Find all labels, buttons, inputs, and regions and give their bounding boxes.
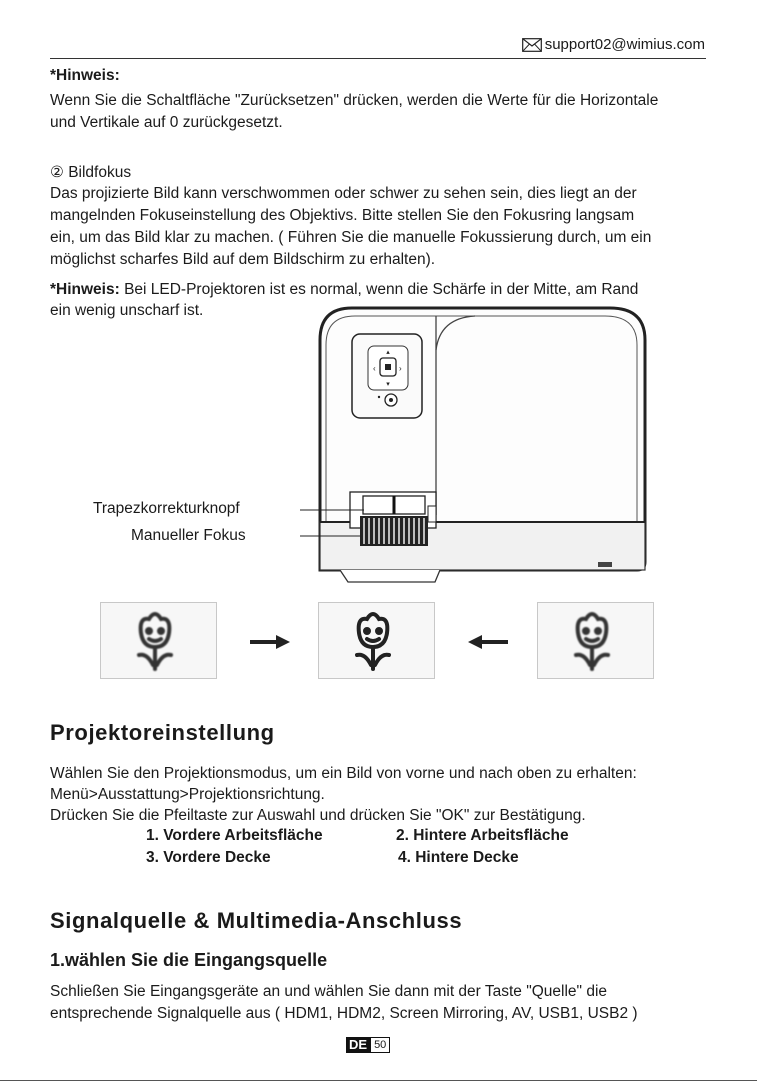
header-divider <box>50 58 706 59</box>
bildfokus-note-text: Bei LED-Projektoren ist es normal, wenn die Schärfe in der Mitte, am Rand <box>119 281 639 298</box>
projection-option-1: 1. Vordere Arbeitsfläche <box>146 827 323 844</box>
bottom-divider <box>0 1080 757 1081</box>
projection-option-3: 3. Vordere Decke <box>146 849 271 866</box>
projektor-line1: Wählen Sie den Projektionsmodus, um ein Bild von vorne und nach oben zu erhalten: <box>50 765 637 782</box>
projektor-line3: Drücken Sie die Pfeiltaste zur Auswahl und drücken Sie "OK" zur Bestätigung. <box>50 807 586 824</box>
projector-diagram <box>300 300 680 585</box>
tulip-icon <box>319 603 434 678</box>
signal-line2: entsprechende Signalquelle aus ( HDM1, HDM2, Screen Mirroring, AV, USB1, USB2 ) <box>50 1005 638 1022</box>
bildfokus-heading: ② Bildfokus <box>50 164 132 181</box>
page-footer <box>346 1037 390 1053</box>
projection-option-4: 4. Hintere Decke <box>398 849 519 866</box>
note1-line1: Wenn Sie die Schaltfläche "Zurücksetzen" drücken, werden die Werte für die Horizontale <box>50 92 659 109</box>
svg-text:▴: ▴ <box>386 349 390 356</box>
svg-text:‹: ‹ <box>373 364 376 373</box>
header-email <box>522 36 705 53</box>
subsection-title-eingangsquelle: 1.wählen Sie die Eingangsquelle <box>50 950 328 970</box>
svg-text:▾: ▾ <box>386 381 390 388</box>
arrow-left-icon <box>468 635 508 649</box>
page-number: 50 <box>370 1037 390 1053</box>
signal-line1: Schließen Sie Eingangsgeräte an und wählen Sie dann mit der Taste "Quelle" die <box>50 983 608 1000</box>
note1-line2: und Vertikale auf 0 zurückgesetzt. <box>50 114 283 131</box>
language-badge: DE <box>346 1037 370 1053</box>
bildfokus-note-label: *Hinweis: <box>50 281 120 298</box>
envelope-icon <box>522 38 542 52</box>
email-text: support02@wimius.com <box>544 36 705 53</box>
bildfokus-line-4: möglichst scharfes Bild auf dem Bildschirm zu erhalten). <box>50 251 436 268</box>
focus-image-blurry-left <box>100 602 217 679</box>
projection-option-2: 2. Hintere Arbeitsfläche <box>396 827 569 844</box>
label-manual-focus: Manueller Fokus <box>131 527 246 544</box>
focus-image-blurry-right <box>537 602 654 679</box>
bildfokus-note-line2: ein wenig unscharf ist. <box>50 302 204 319</box>
bildfokus-line-3: ein, um das Bild klar zu machen. ( Führen Sie die manuelle Fokussierung durch, um ein <box>50 229 652 246</box>
arrow-right-icon <box>250 635 290 649</box>
label-keystone-knob: Trapezkorrekturknopf <box>93 500 240 517</box>
section-title-projektoreinstellung: Projektoreinstellung <box>50 720 275 745</box>
bildfokus-note <box>50 279 638 301</box>
bildfokus-line-1: Das projizierte Bild kann verschwommen oder schwer zu sehen sein, dies liegt an der <box>50 185 637 202</box>
note1-label: *Hinweis: <box>50 67 120 84</box>
projektor-line2: Menü>Ausstattung>Projektionsrichtung. <box>50 786 325 803</box>
svg-text:›: › <box>399 364 402 373</box>
tulip-icon <box>538 603 653 678</box>
tulip-icon <box>101 603 216 678</box>
bildfokus-line-2: mangelnden Fokuseinstellung des Objektivs. Bitte stellen Sie den Fokusring langsam <box>50 207 635 224</box>
focus-image-sharp-center <box>318 602 435 679</box>
section-title-signalquelle: Signalquelle & Multimedia-Anschluss <box>50 908 463 933</box>
